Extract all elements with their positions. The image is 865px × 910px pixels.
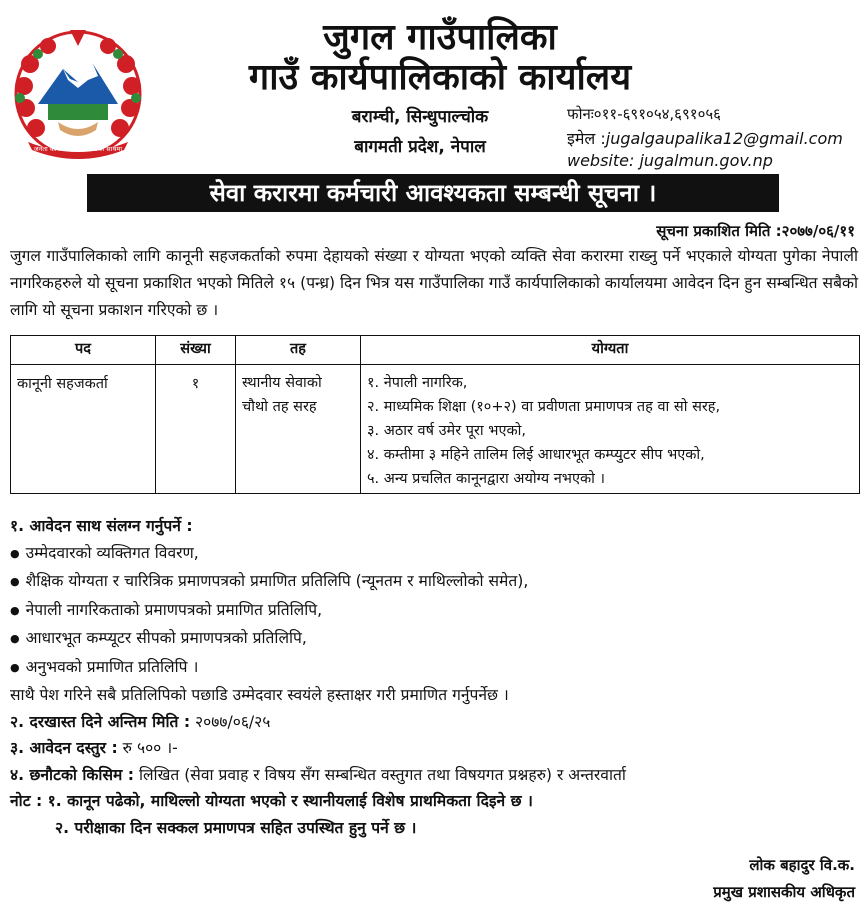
notice-title-banner: सेवा करारमा कर्मचारी आवश्यकता सम्बन्धी सूचना । xyxy=(87,174,779,212)
selection-line xyxy=(10,762,860,789)
cell-qualifications xyxy=(361,365,860,494)
attachments-heading: १. आवेदन साथ संलग्न गर्नुपर्ने : xyxy=(10,517,193,535)
phone-number: फोनः०११-६९१०५४,६९१०५६ xyxy=(567,105,721,123)
requirements-table xyxy=(10,335,860,494)
fee-value: रु ५०० ।- xyxy=(117,739,178,757)
cell-count: १ xyxy=(156,365,236,494)
attachment-note: साथै पेश गरिने सबै प्रतिलिपिको पछाडि उम्मेदवार स्वयंले हस्ताक्षर गरी प्रमाणित गर्नुपर्नेछ । xyxy=(10,686,509,704)
table-row xyxy=(11,365,860,494)
emblem-motto: जनता कामकाजमा सरकारीको साथमा xyxy=(33,145,123,153)
header-post: पद xyxy=(11,336,156,365)
email-address[interactable]: jugalgaupalika12@gmail.com xyxy=(605,129,843,148)
note-line-2: २. परीक्षाका दिन सक्कल प्रमाणपत्र सहित उपस्थित हुनु पर्ने छ । xyxy=(55,818,417,837)
signatory-name: लोक बहादुर वि.क. xyxy=(749,856,855,874)
attachment-item: ● शैक्षिक योग्यता र चारित्रिक प्रमाणपत्रको प्रमाणित प्रतिलिपि (न्यूनतम र माथिल्लोको समेत), xyxy=(10,568,860,597)
selection-value: लिखित (सेवा प्रवाह र विषय सँग सम्बन्धित वस्तुगत तथा विषयगत प्रश्नहरु) र अन्तरवार्ता xyxy=(133,765,626,784)
office-name: जुगल गाउँपालिका xyxy=(323,17,557,58)
level-line-1: स्थानीय सेवाको xyxy=(242,375,322,391)
address-line-2: बागमती प्रदेश, नेपाल xyxy=(354,137,486,157)
fee-label: ३. आवेदन दस्तुर : xyxy=(10,739,118,757)
deadline-label: २. दरखास्त दिने अन्तिम मिति : xyxy=(10,712,191,731)
address-line-1: बराम्ची, सिन्धुपाल्चोक xyxy=(351,107,489,127)
deadline-value: २०७७/०६/२५ xyxy=(190,712,271,731)
intro-paragraph: जुगल गाउँपालिकाको लागि कानूनी सहजकर्ताको रुपमा देहायको संख्या र योग्यता भएको व्यक्ति सेवा करारमा राख्नु पर्ने भएकाले योग्यता पुगेका नेपाली नागरिकहरुले यो सूचना प्रकाशित भएको मितिले १५ (पन्ध्र) दिन भित्र यस गाउँपालिका गाउँ कार्यपालिकाको कार्यालयमा आवेदन दिन हुन सम्बन्धित सबैको लागि यो सूचना प्रकाशन गरिएको छ । xyxy=(10,247,858,319)
cell-post: कानूनी सहजकर्ता xyxy=(11,365,156,494)
header-level: तह xyxy=(236,336,361,365)
notice-body xyxy=(10,513,860,841)
selection-label: ४. छनौटको किसिम : xyxy=(10,765,134,784)
attachment-item: ● अनुभवको प्रमाणित प्रतिलिपि । xyxy=(10,654,860,683)
office-subtitle: गाउँ कार्यपालिकाको कार्यालय xyxy=(248,57,632,98)
website-line xyxy=(567,151,773,170)
qualification-item: २. माध्यमिक शिक्षा (१०+२) वा प्रवीणता प्रमाणपत्र तह वा सो सरह, xyxy=(367,399,721,415)
signature-block xyxy=(713,852,855,906)
signatory-title: प्रमुख प्रशासकीय अधिकृत xyxy=(713,883,855,901)
qualification-item: १. नेपाली नागरिक, xyxy=(367,375,468,391)
qualification-item: ५. अन्य प्रचलित कानूनद्वारा अयोग्य नभएको । xyxy=(367,471,606,487)
level-line-2: चौथो तह सरह xyxy=(242,399,317,415)
cell-level xyxy=(236,365,361,494)
attachment-item: ● उम्मेदवारको व्यक्तिगत विवरण, xyxy=(10,540,860,569)
note-line-1: नोट : १. कानून पढेको, माथिल्लो योग्यता भएको र स्थानीयलाई विशेष प्राथमिकता दिइने छ । xyxy=(10,792,533,810)
qualification-item: ४. कम्तीमा ३ महिने तालिम लिई आधारभूत कम्प्युटर सीप भएको, xyxy=(367,447,705,463)
deadline-line xyxy=(10,709,860,736)
email-label: इमेल : xyxy=(567,129,606,148)
email-line xyxy=(567,127,843,149)
website-link[interactable]: jugalmun.gov.np xyxy=(639,151,773,170)
header-qualification: योग्यता xyxy=(361,336,860,365)
website-label: website: xyxy=(567,151,635,170)
qualification-item: ३. अठार वर्ष उमेर पूरा भएको, xyxy=(367,423,527,439)
published-date: सूचना प्रकाशित मिति :२०७७/०६/११ xyxy=(656,222,855,240)
nepal-emblem-icon xyxy=(8,24,148,164)
attachment-item: ● आधारभूत कम्प्यूटर सीपको प्रमाणपत्रको प्रतिलिपि, xyxy=(10,625,860,654)
fee-line xyxy=(10,735,860,762)
attachment-item: ● नेपाली नागरिकताको प्रमाणपत्रको प्रमाणित प्रतिलिपि, xyxy=(10,597,860,626)
table-header-row xyxy=(11,336,860,365)
header-count: संख्या xyxy=(156,336,236,365)
